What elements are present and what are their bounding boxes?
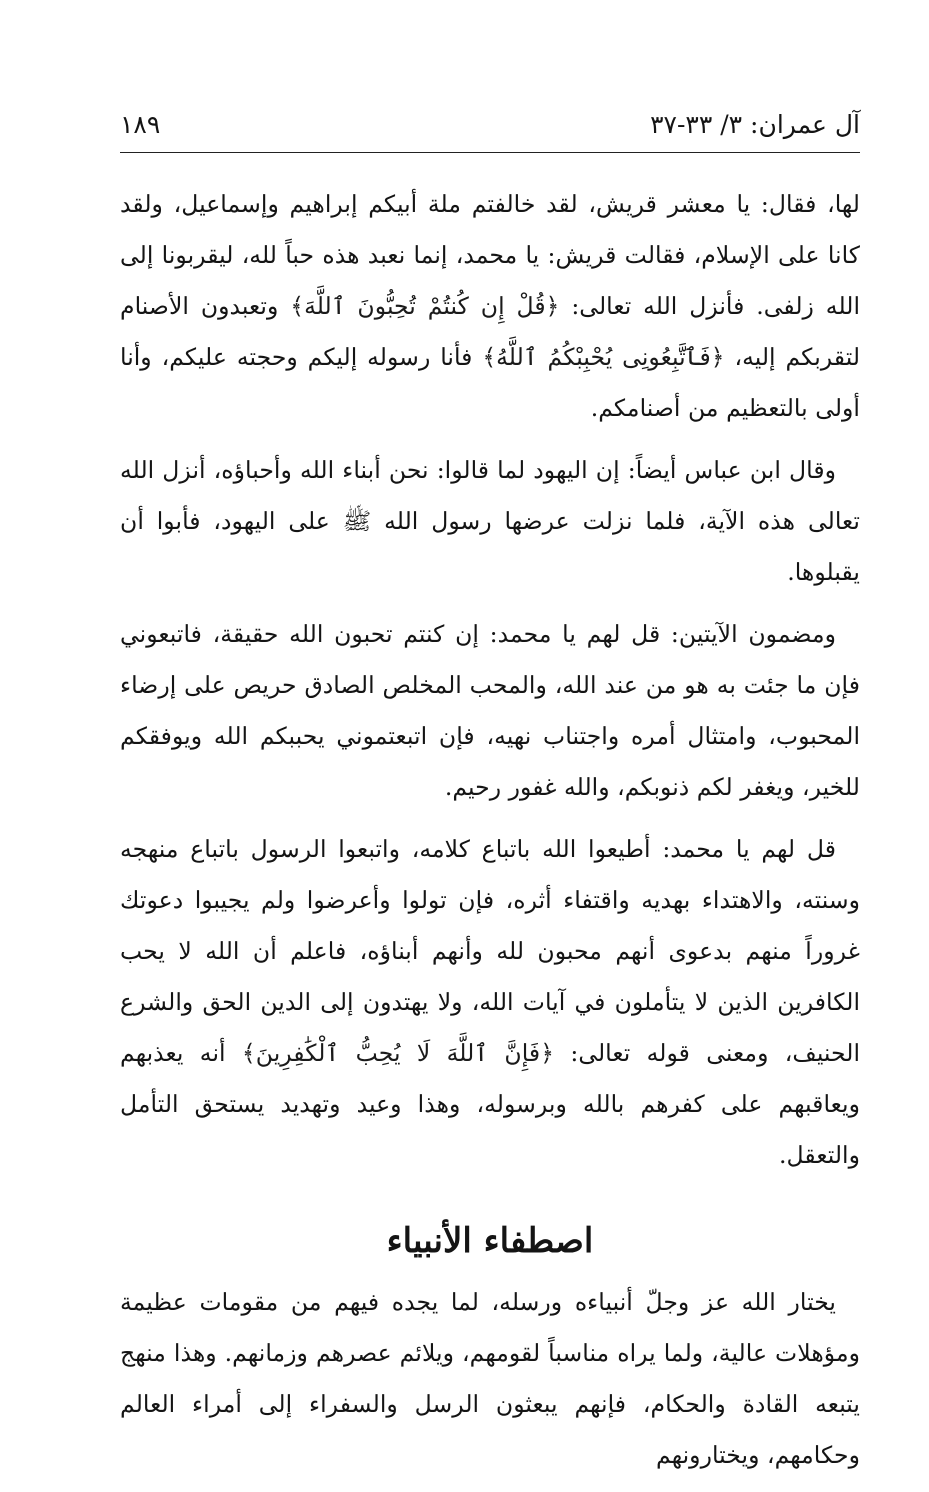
page-number: ١٨٩ [120, 110, 161, 139]
page-content [120, 179, 860, 1481]
quran-verse-3: ﴿فَإِنَّ ٱللَّهَ لَا يُحِبُّ ٱلْكَٰفِرِينَ﴾ [241, 1039, 555, 1067]
paragraph-1 [120, 179, 860, 434]
paragraph-3: ومضمون الآيتين: قل لهم يا محمد: إن كنتم تحبون الله حقيقة، فاتبعوني فإن ما جئت به هو من عند الله، والمحب المخلص الصادق حريص على إرضاء المحبوب، وامتثال أمره واجتناب نهيه، فإن اتبعتموني يحببكم الله ويوفقكم للخير، ويغفر لكم ذنوبكم، والله غفور رحيم. [120, 620, 860, 801]
paragraph-2: وقال ابن عباس أيضاً: إن اليهود لما قالوا: نحن أبناء الله وأحباؤه، أنزل الله تعالى هذه الآية، فلما نزلت عرضها رسول الله ﷺ على اليهود، فأبوا أن يقبلوها. [120, 456, 860, 586]
book-page [120, 100, 860, 1492]
paragraph-4 [120, 824, 860, 1181]
section-heading: اصطفاء الأنبياء [386, 1221, 594, 1261]
paragraph-1-text-b: وتعبدون الأصنام لتقربكم إليه، [120, 292, 861, 371]
paragraph-1-text-a: لها، فقال: يا معشر قريش، لقد خالفتم ملة أبيكم إبراهيم وإسماعيل، ولقد كانا على الإسلام، فقالت قريش: يا محمد، إنما نعبد هذه حباً لله، ليقربونا إلى الله زلفى. فأنزل الله تعالى: [120, 190, 861, 320]
running-header [120, 100, 860, 153]
paragraph-1-text-c: فأنا رسوله إليكم وحجته عليكم، وأنا أولى بالتعظيم من أصنامكم. [120, 343, 860, 422]
quran-verse-1: ﴿قُلْ إِن كُنتُمْ تُحِبُّونَ ٱللَّهَ﴾ [290, 292, 560, 320]
paragraph-4-text-b: أنه يعذبهم ويعاقبهم على كفرهم بالله وبرسوله، وهذا وعيد وتهديد يستحق التأمل والتعقل. [120, 1039, 860, 1169]
paragraph-4-text-a: قل لهم يا محمد: أطيعوا الله باتباع كلامه، واتبعوا الرسول باتباع منهجه وسنته، والاهتداء بهديه واقتفاء أثره، فإن تولوا وأعرضوا ولم يجيبوا دعوتك غروراً منهم بدعوى أنهم محبون لله وأنهم أبناؤه، فاعلم أن الله لا يحب الكافرين الذين لا يتأملون في آيات الله، ولا يهتدون إلى الدين الحق والشرع الحنيف، ومعنى قوله تعالى: [120, 835, 861, 1067]
header-title: آل عمران: ٣/ ٣٣-٣٧ [650, 110, 860, 139]
paragraph-5: يختار الله عز وجلّ أنبياءه ورسله، لما يجده فيهم من مقومات عظيمة ومؤهلات عالية، ولما يراه مناسباً لقومهم، ويلائم عصرهم وزمانهم. وهذا منهج يتبعه القادة والحكام، فإنهم يبعثون الرسل والسفراء إلى أمراء العالم وحكامهم، ويختارونهم [120, 1288, 860, 1469]
quran-verse-2: ﴿فَٱتَّبِعُونِى يُحْبِبْكُمُ ٱللَّهُ﴾ [482, 343, 725, 371]
